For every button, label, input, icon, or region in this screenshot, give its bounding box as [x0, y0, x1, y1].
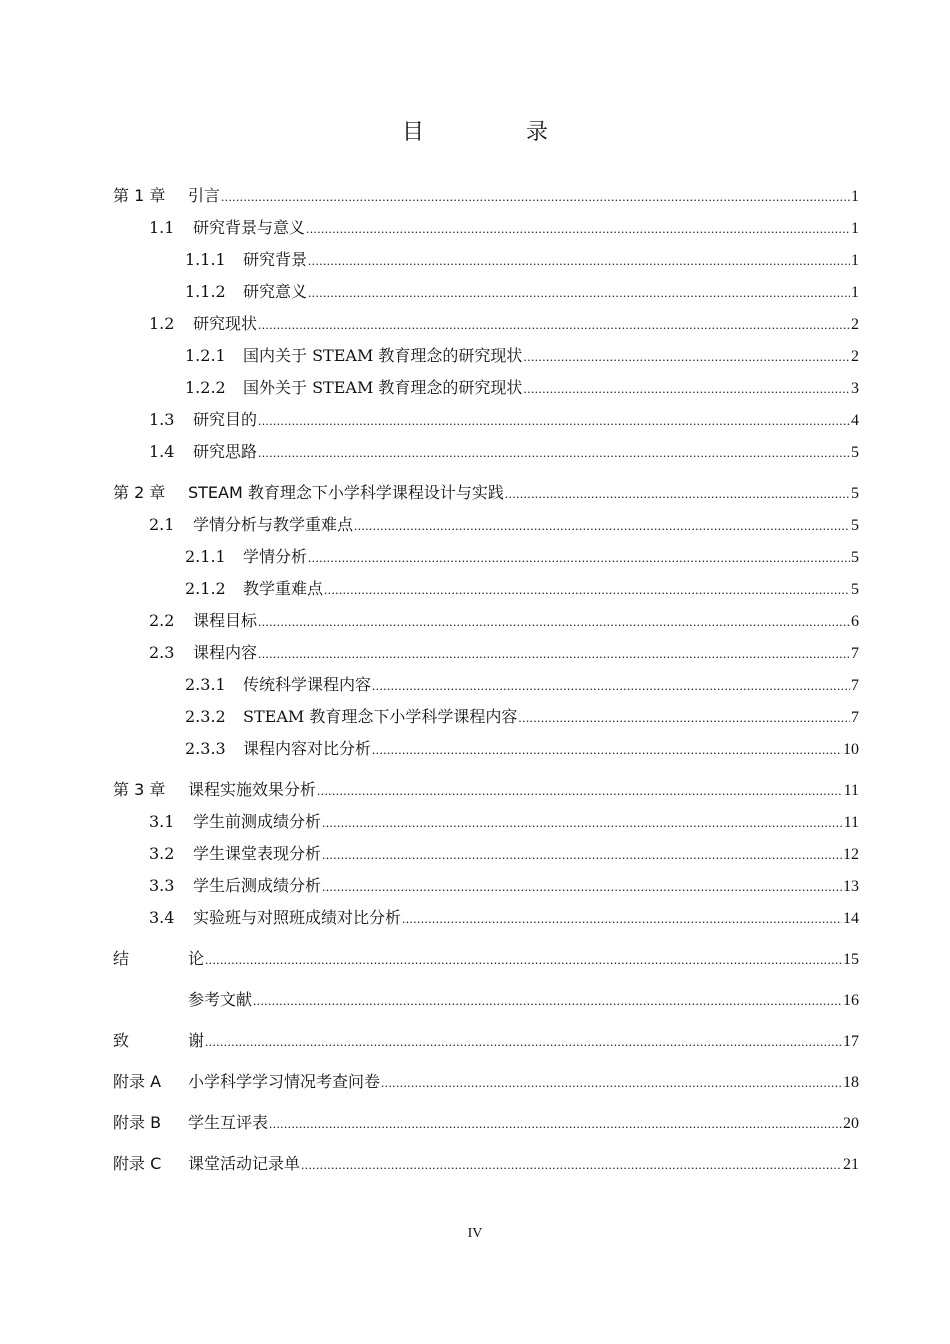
- toc-entry-page: 2: [851, 348, 859, 365]
- toc-entry[interactable]: [113, 340, 859, 372]
- toc-entry-title: 小学科学学习情况考查问卷: [188, 1072, 381, 1091]
- toc-entry-title: 研究背景与意义: [193, 218, 306, 237]
- toc-entry-title: 研究目的: [193, 410, 258, 429]
- toc-entry[interactable]: [113, 1148, 859, 1180]
- toc-entry-title: 研究背景: [243, 250, 308, 269]
- toc-entry-title: 学生后测成绩分析: [193, 876, 322, 895]
- toc-entry-title: 课堂活动记录单: [188, 1154, 301, 1173]
- toc-entry[interactable]: [113, 605, 859, 637]
- toc-entry[interactable]: [113, 308, 859, 340]
- toc-entry[interactable]: [113, 573, 859, 605]
- toc-entry-page: 7: [851, 677, 859, 694]
- table-of-contents: [113, 180, 859, 1180]
- toc-leader-dots: [354, 510, 850, 542]
- toc-entry-number: 第 2 章: [113, 483, 166, 502]
- toc-entry[interactable]: [113, 180, 859, 212]
- toc-entry-title: 学情分析与教学重难点: [193, 515, 354, 534]
- toc-entry-number: 1.4: [149, 442, 175, 461]
- toc-entry-title: 参考文献: [188, 990, 253, 1009]
- toc-entry-title: 课程目标: [193, 611, 258, 630]
- toc-leader-dots: [308, 542, 850, 574]
- toc-entry-number: 2.3.2: [185, 707, 226, 726]
- toc-leader-dots: [381, 1067, 842, 1099]
- toc-entry-title: 研究意义: [243, 282, 308, 301]
- toc-entry[interactable]: [113, 774, 859, 806]
- toc-entry-page: 11: [843, 782, 859, 799]
- toc-entry-page: 13: [843, 878, 859, 895]
- toc-entry[interactable]: [113, 244, 859, 276]
- toc-entry-number: 附录 A: [113, 1072, 162, 1091]
- toc-entry-number: 1.2.2: [185, 378, 226, 397]
- toc-entry-title: STEAM 教育理念下小学科学课程内容: [243, 707, 518, 726]
- toc-entry[interactable]: [113, 1025, 859, 1057]
- toc-leader-dots: [258, 437, 850, 469]
- toc-entry-number: 第 3 章: [113, 780, 166, 799]
- toc-entry-title: 课程内容: [193, 643, 258, 662]
- toc-entry-page: 16: [843, 992, 859, 1009]
- toc-entry[interactable]: [113, 372, 859, 404]
- toc-entry-number: 2.1.2: [185, 579, 226, 598]
- toc-entry[interactable]: [113, 436, 859, 468]
- toc-entry-number: 2.2: [149, 611, 175, 630]
- toc-leader-dots: [322, 871, 842, 903]
- toc-leader-dots: [317, 775, 843, 807]
- toc-entry-page: 15: [843, 951, 859, 968]
- toc-entry-page: 1: [851, 252, 859, 269]
- toc-entry-title: 研究思路: [193, 442, 258, 461]
- toc-entry-page: 5: [851, 549, 859, 566]
- toc-entry-title: 谢: [188, 1031, 205, 1050]
- toc-entry[interactable]: [113, 212, 859, 244]
- toc-leader-dots: [258, 309, 850, 341]
- toc-leader-dots: [505, 478, 850, 510]
- toc-entry-number: 1.3: [149, 410, 175, 429]
- toc-entry-number: 致: [113, 1031, 130, 1050]
- toc-leader-dots: [308, 245, 850, 277]
- toc-entry-number: 1.2: [149, 314, 175, 333]
- toc-entry-page: 12: [843, 846, 859, 863]
- toc-entry-number: 附录 C: [113, 1154, 162, 1173]
- toc-entry[interactable]: [113, 477, 859, 509]
- toc-entry-page: 7: [851, 709, 859, 726]
- toc-entry-page: 1: [851, 284, 859, 301]
- toc-entry[interactable]: [113, 806, 859, 838]
- toc-leader-dots: [372, 734, 842, 766]
- toc-entry-number: 1.1: [149, 218, 175, 237]
- toc-entry-title: 国内关于 STEAM 教育理念的研究现状: [243, 346, 523, 365]
- toc-entry-page: 1: [851, 220, 859, 237]
- toc-leader-dots: [306, 213, 850, 245]
- toc-entry-page: 2: [851, 316, 859, 333]
- toc-entry-page: 5: [851, 581, 859, 598]
- toc-entry-number: 1.2.1: [185, 346, 226, 365]
- toc-leader-dots: [523, 373, 850, 405]
- toc-leader-dots: [253, 985, 842, 1017]
- toc-entry-number: 2.3.3: [185, 739, 226, 758]
- toc-entry-page: 5: [851, 517, 859, 534]
- toc-entry[interactable]: [113, 701, 859, 733]
- toc-entry-page: 10: [843, 741, 859, 758]
- toc-entry[interactable]: [113, 984, 859, 1016]
- toc-entry-page: 11: [843, 814, 859, 831]
- toc-entry[interactable]: [113, 870, 859, 902]
- toc-entry-title: 学生互评表: [188, 1113, 269, 1132]
- toc-entry-number: 结: [113, 949, 130, 968]
- toc-entry-number: 2.1.1: [185, 547, 226, 566]
- toc-entry-page: 14: [843, 910, 859, 927]
- toc-entry-title: STEAM 教育理念下小学科学课程设计与实践: [188, 483, 504, 502]
- toc-entry[interactable]: [113, 541, 859, 573]
- toc-entry-title: 课程内容对比分析: [243, 739, 372, 758]
- toc-entry[interactable]: [113, 1066, 859, 1098]
- toc-entry[interactable]: [113, 669, 859, 701]
- toc-entry-title: 学生前测成绩分析: [193, 812, 322, 831]
- toc-leader-dots: [308, 277, 850, 309]
- toc-entry-page: 4: [851, 412, 859, 429]
- toc-entry-title: 课程实施效果分析: [188, 780, 317, 799]
- toc-entry-page: 7: [851, 645, 859, 662]
- toc-leader-dots: [258, 405, 850, 437]
- toc-leader-dots: [322, 807, 843, 839]
- toc-entry-page: 3: [851, 380, 859, 397]
- toc-entry-title: 学生课堂表现分析: [193, 844, 322, 863]
- toc-entry-number: 2.1: [149, 515, 175, 534]
- toc-entry-page: 5: [851, 485, 859, 502]
- toc-leader-dots: [258, 606, 850, 638]
- toc-entry-title: 教学重难点: [243, 579, 324, 598]
- toc-entry-page: 21: [843, 1156, 859, 1173]
- toc-leader-dots: [205, 944, 842, 976]
- toc-entry[interactable]: [113, 733, 859, 765]
- toc-leader-dots: [322, 839, 842, 871]
- toc-leader-dots: [269, 1108, 842, 1140]
- toc-entry-title: 国外关于 STEAM 教育理念的研究现状: [243, 378, 523, 397]
- toc-leader-dots: [205, 1026, 842, 1058]
- toc-entry-title: 引言: [188, 186, 221, 205]
- toc-entry-page: 6: [851, 613, 859, 630]
- toc-entry-number: 附录 B: [113, 1113, 162, 1132]
- toc-entry[interactable]: [113, 902, 859, 934]
- page-number: IV: [467, 1226, 483, 1241]
- toc-entry-title: 传统科学课程内容: [243, 675, 372, 694]
- toc-entry[interactable]: [113, 1107, 859, 1139]
- toc-entry-number: 1.1.1: [185, 250, 226, 269]
- toc-leader-dots: [221, 181, 850, 213]
- toc-entry[interactable]: [113, 637, 859, 669]
- toc-entry-number: 2.3.1: [185, 675, 226, 694]
- toc-entry[interactable]: [113, 276, 859, 308]
- toc-leader-dots: [258, 638, 850, 670]
- toc-entry-page: 20: [843, 1115, 859, 1132]
- toc-entry-number: 1.1.2: [185, 282, 226, 301]
- toc-leader-dots: [301, 1149, 842, 1181]
- toc-leader-dots: [324, 574, 850, 606]
- toc-entry[interactable]: [113, 509, 859, 541]
- page-title: 目 录: [401, 120, 588, 145]
- toc-entry-page: 5: [851, 444, 859, 461]
- toc-leader-dots: [523, 341, 850, 373]
- toc-entry-page: 17: [843, 1033, 859, 1050]
- toc-entry-title: 学情分析: [243, 547, 308, 566]
- toc-entry-number: 第 1 章: [113, 186, 166, 205]
- toc-entry[interactable]: [113, 404, 859, 436]
- toc-leader-dots: [402, 903, 842, 935]
- toc-entry-page: 1: [851, 188, 859, 205]
- toc-entry-title: 研究现状: [193, 314, 258, 333]
- toc-leader-dots: [518, 702, 850, 734]
- toc-entry-number: 3.2: [149, 844, 175, 863]
- toc-entry-number: 3.4: [149, 908, 175, 927]
- toc-entry-page: 18: [843, 1074, 859, 1091]
- toc-entry-number: 3.1: [149, 812, 175, 831]
- toc-entry-title: 论: [188, 949, 205, 968]
- toc-entry-number: 3.3: [149, 876, 175, 895]
- toc-entry[interactable]: [113, 943, 859, 975]
- toc-entry-title: 实验班与对照班成绩对比分析: [193, 908, 402, 927]
- toc-entry-number: 2.3: [149, 643, 175, 662]
- toc-leader-dots: [372, 670, 850, 702]
- toc-entry[interactable]: [113, 838, 859, 870]
